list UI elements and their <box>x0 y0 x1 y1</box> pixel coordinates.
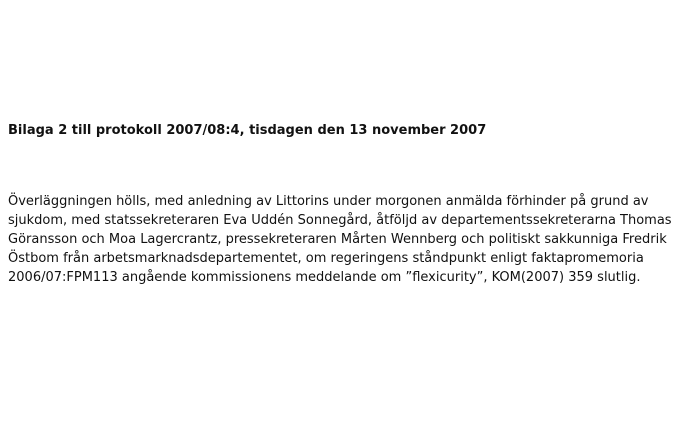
paragraph-line: sjukdom, med statssekreteraren Eva Uddén Sonnegård, åtföljd av departementssekreterarna Thomas <box>8 213 672 228</box>
paragraph-line: Göransson och Moa Lagercrantz, pressekreteraren Mårten Wennberg och politiskt sakkunniga Fredrik <box>8 232 667 247</box>
document-paragraph <box>8 192 672 287</box>
paragraph-line: Östbom från arbetsmarknadsdepartementet, om regeringens ståndpunkt enligt faktapromemoria <box>8 251 644 266</box>
paragraph-line: 2006/07:FPM113 angående kommissionens meddelande om ”flexicurity”, KOM(2007) 359 slutlig. <box>8 270 641 285</box>
document-page <box>8 0 675 430</box>
document-heading: Bilaga 2 till protokoll 2007/08:4, tisdagen den 13 november 2007 <box>8 123 487 138</box>
paragraph-line: Överläggningen hölls, med anledning av Littorins under morgonen anmälda förhinder på grund av <box>8 194 649 209</box>
